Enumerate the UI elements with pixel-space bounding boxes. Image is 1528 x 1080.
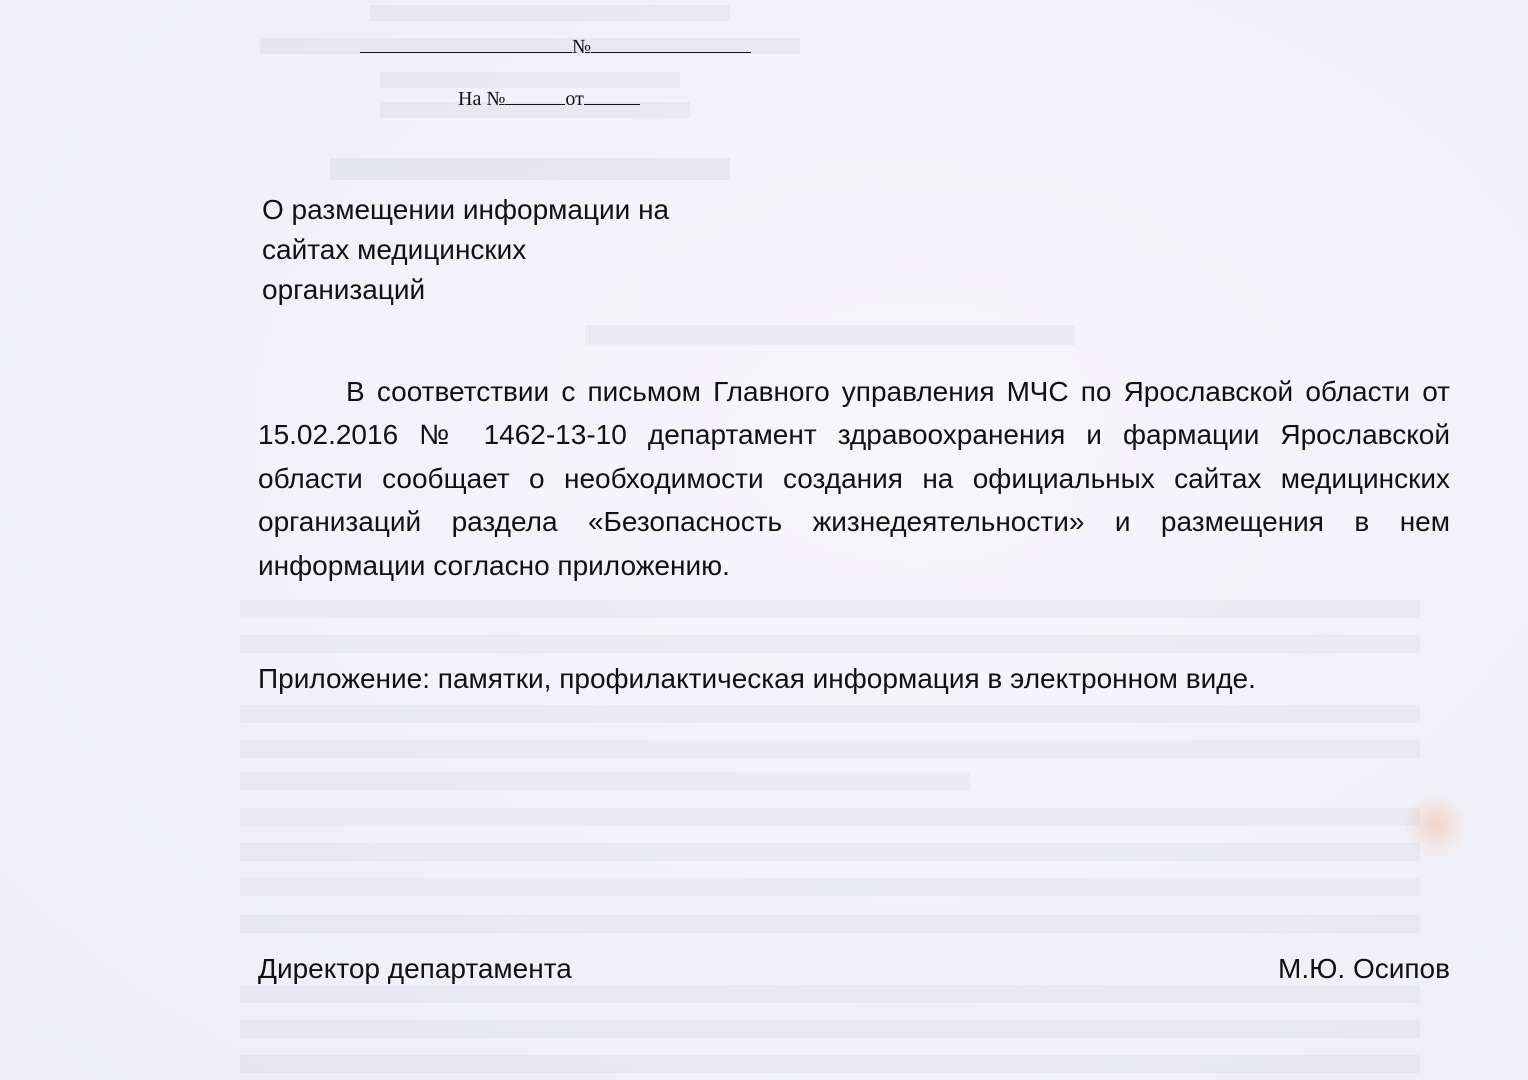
- registration-number-blank: [591, 34, 751, 53]
- reply-date-blank: [584, 86, 640, 105]
- registration-number-line: [360, 34, 751, 59]
- registration-number-label: №: [572, 36, 592, 58]
- bleed-through-decoration: [240, 705, 1420, 723]
- bleed-through-decoration: [240, 1020, 1420, 1038]
- bleed-through-decoration: [585, 325, 1075, 345]
- bleed-through-decoration: [240, 985, 1420, 1003]
- paper-stain: [1405, 790, 1465, 860]
- bleed-through-decoration: [240, 878, 1420, 896]
- bleed-through-decoration: [240, 1055, 1420, 1073]
- letter-body-paragraph: В соответствии с письмом Главного управления МЧС по Ярославской области от 15.02.2016 № 1462-13-10 департамент здравоохранения и фармации Ярославской области сообщает о необходимости создания на официальных сайтах медицинских организаций раздела «Безопасность жизнедеятельности» и размещения в нем информации согласно приложению.: [258, 376, 1450, 581]
- bleed-through-decoration: [240, 600, 1420, 618]
- bleed-through-decoration: [240, 843, 1420, 861]
- subject-line: О размещении информации на: [262, 194, 670, 225]
- letter-subject: [262, 190, 782, 310]
- bleed-through-decoration: [240, 772, 970, 790]
- reply-reference-line: [458, 86, 640, 111]
- signatory-name: М.Ю. Осипов: [1278, 953, 1450, 984]
- bleed-through-decoration: [240, 808, 1420, 826]
- bleed-through-decoration: [240, 915, 1420, 933]
- signatory-title: Директор департамента: [258, 953, 572, 984]
- reply-from-label: от: [565, 88, 584, 110]
- bleed-through-decoration: [240, 740, 1420, 758]
- registration-date-blank: [360, 34, 572, 53]
- bleed-through-decoration: [240, 635, 1420, 653]
- reply-prefix: На №: [458, 88, 506, 110]
- reply-number-blank: [505, 86, 565, 105]
- bleed-through-decoration: [330, 158, 730, 180]
- attachment-note: Приложение: памятки, профилактическая информация в электронном виде.: [258, 663, 1256, 694]
- subject-line: организаций: [262, 274, 426, 305]
- subject-line: сайтах медицинских: [262, 234, 527, 265]
- bleed-through-decoration: [370, 5, 730, 21]
